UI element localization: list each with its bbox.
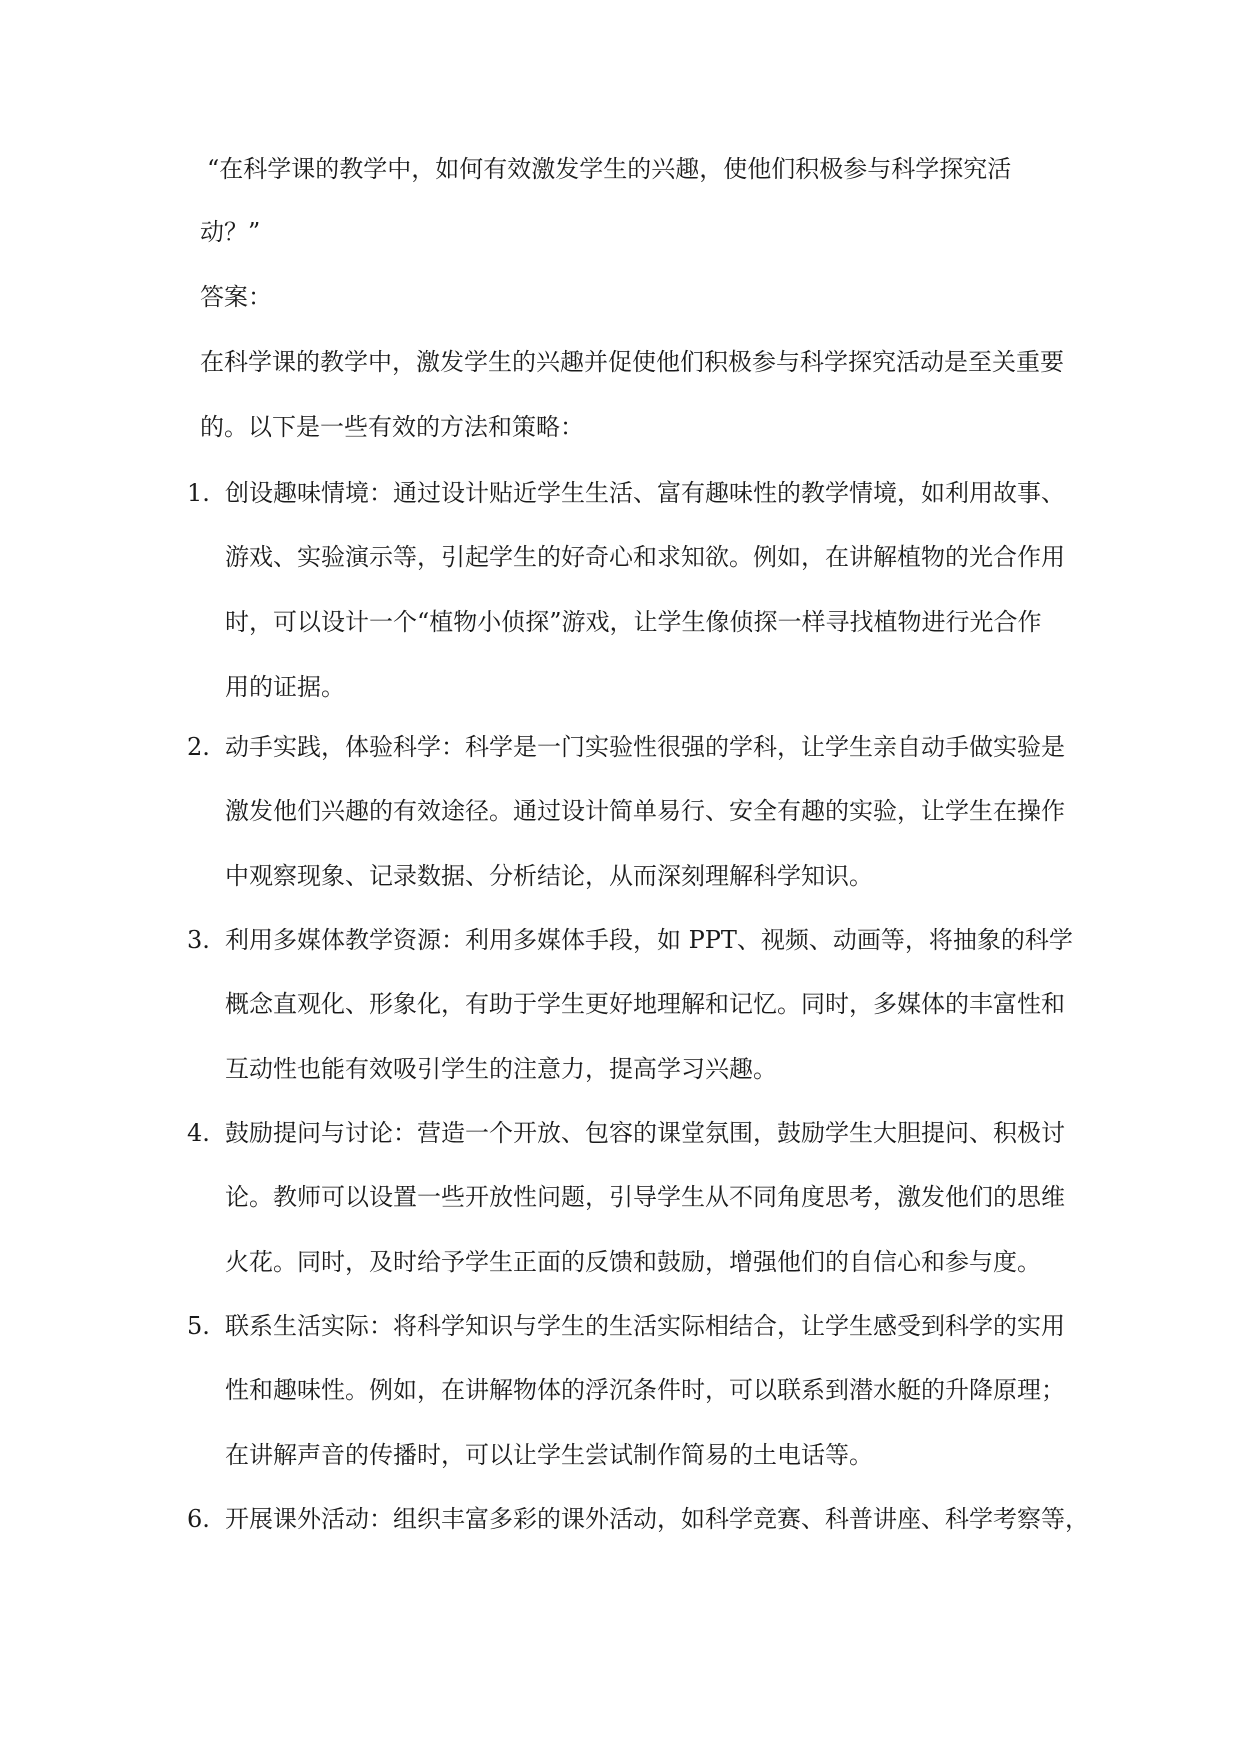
list-item-number: 6.: [187, 1505, 210, 1533]
list-item-text: 联系生活实际：将科学知识与学生的生活实际相结合，让学生感受到科学的实用: [225, 1312, 1065, 1340]
list-item-number: 3.: [187, 926, 210, 954]
list-item-text: 用的证据。: [225, 673, 345, 701]
question-line-2: 动？”: [200, 218, 261, 246]
intro-line-1: 在科学课的教学中，激发学生的兴趣并促使他们积极参与科学探究活动是至关重要: [200, 348, 1064, 376]
list-item-text: 互动性也能有效吸引学生的注意力，提高学习兴趣。: [225, 1055, 777, 1083]
list-item-number: 2.: [187, 733, 210, 761]
question-line-1: “在科学课的教学中，如何有效激发学生的兴趣，使他们积极参与科学探究活: [207, 155, 1012, 183]
list-item-number: 1.: [187, 479, 210, 507]
list-item-text: 游戏、实验演示等，引起学生的好奇心和求知欲。例如，在讲解植物的光合作用: [225, 543, 1065, 571]
list-item-text: 性和趣味性。例如，在讲解物体的浮沉条件时，可以联系到潜水艇的升降原理；: [225, 1376, 1065, 1404]
list-item-text: 开展课外活动：组织丰富多彩的课外活动，如科学竞赛、科普讲座、科学考察等，: [225, 1505, 1089, 1533]
list-item-text: 概念直观化、形象化，有助于学生更好地理解和记忆。同时，多媒体的丰富性和: [225, 990, 1065, 1018]
list-item-text: 火花。同时，及时给予学生正面的反馈和鼓励，增强他们的自信心和参与度。: [225, 1248, 1041, 1276]
list-item-text: 利用多媒体教学资源：利用多媒体手段，如 PPT、视频、动画等，将抽象的科学: [225, 926, 1073, 954]
list-item-text: 中观察现象、记录数据、分析结论，从而深刻理解科学知识。: [225, 862, 873, 890]
list-item-number: 5.: [187, 1312, 210, 1340]
list-item-text: 激发他们兴趣的有效途径。通过设计简单易行、安全有趣的实验，让学生在操作: [225, 797, 1065, 825]
list-item-text: 论。教师可以设置一些开放性问题，引导学生从不同角度思考，激发他们的思维: [225, 1183, 1065, 1211]
list-item-text: 在讲解声音的传播时，可以让学生尝试制作简易的土电话等。: [225, 1441, 873, 1469]
list-item-text: 动手实践，体验科学：科学是一门实验性很强的学科，让学生亲自动手做实验是: [225, 733, 1065, 761]
list-item-number: 4.: [187, 1119, 210, 1147]
list-item-text: 创设趣味情境：通过设计贴近学生生活、富有趣味性的教学情境，如利用故事、: [225, 479, 1065, 507]
list-item-text: 时，可以设计一个“植物小侦探”游戏，让学生像侦探一样寻找植物进行光合作: [225, 608, 1042, 636]
list-item-text: 鼓励提问与讨论：营造一个开放、包容的课堂氛围，鼓励学生大胆提问、积极讨: [225, 1119, 1065, 1147]
intro-line-2: 的。以下是一些有效的方法和策略：: [200, 413, 584, 441]
answer-label: 答案：: [200, 283, 272, 311]
